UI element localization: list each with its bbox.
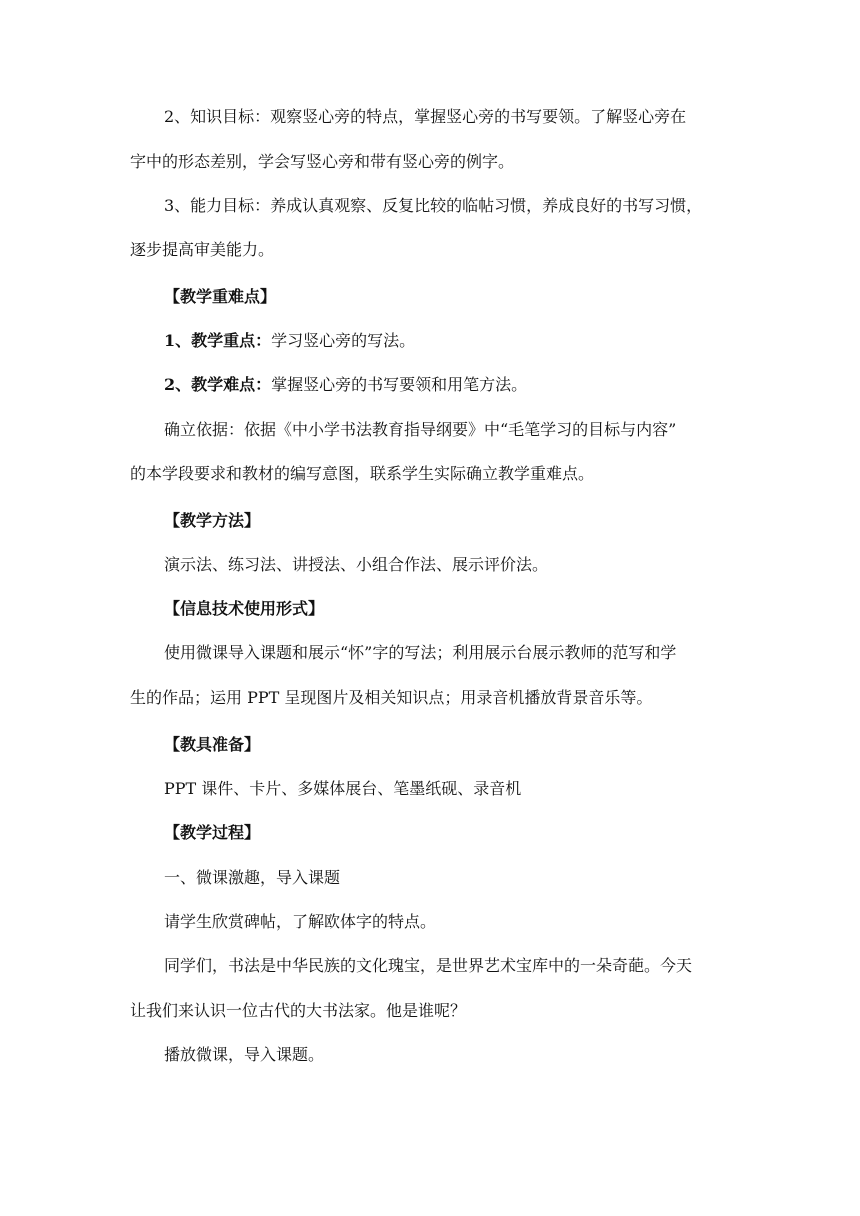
section-heading-methods: 【教学方法】 [164, 511, 261, 530]
difficult-point-label: 2、教学难点： [164, 375, 272, 394]
methods-line: 演示法、练习法、讲授法、小组合作法、展示评价法。 [164, 555, 549, 574]
ability-goal-line-2: 逐步提高审美能力。 [130, 240, 275, 259]
process-step-1-line-2: 同学们，书法是中华民族的文化瑰宝，是世界艺术宝库中的一朵奇葩。今天 [164, 956, 693, 975]
section-heading-tools: 【教具准备】 [164, 735, 261, 754]
process-step-1-line-3: 让我们来认识一位古代的大书法家。他是谁呢？ [130, 1001, 467, 1020]
basis-line-2: 的本学段要求和教材的编写意图，联系学生实际确立教学重难点。 [130, 464, 595, 483]
basis-line-1: 确立依据：依据《中小学书法教育指导纲要》中“毛笔学习的目标与内容” [164, 420, 677, 439]
knowledge-goal-line-1: 2、知识目标：观察竖心旁的特点，掌握竖心旁的书写要领。了解竖心旁在 [164, 107, 687, 126]
section-heading-process: 【教学过程】 [164, 823, 261, 842]
section-heading-it-usage: 【信息技术使用形式】 [164, 599, 325, 618]
difficult-point-text: 掌握竖心旁的书写要领和用笔方法。 [271, 375, 528, 394]
difficult-point-line [164, 375, 730, 395]
knowledge-goal-line-2: 字中的形态差别，学会写竖心旁和带有竖心旁的例字。 [130, 152, 515, 171]
process-step-1-title: 一、微课激趣，导入课题 [164, 868, 341, 887]
it-usage-line-2: 生的作品；运用 PPT 呈现图片及相关知识点；用录音机播放背景音乐等。 [130, 688, 653, 707]
ability-goal-line-1: 3、能力目标：养成认真观察、反复比较的临帖习惯，养成良好的书写习惯， [164, 196, 703, 215]
key-point-text: 学习竖心旁的写法。 [271, 331, 416, 350]
process-step-1-line-4: 播放微课，导入课题。 [164, 1045, 325, 1064]
key-point-line [164, 331, 730, 351]
it-usage-line-1: 使用微课导入课题和展示“怀”字的写法；利用展示台展示教师的范写和学 [164, 643, 677, 662]
key-point-label: 1、教学重点： [164, 331, 272, 350]
section-heading-key-points: 【教学重难点】 [164, 287, 277, 306]
tools-line: PPT 课件、卡片、多媒体展台、笔墨纸砚、录音机 [164, 779, 522, 798]
process-step-1-line-1: 请学生欣赏碑帖，了解欧体字的特点。 [164, 912, 437, 931]
